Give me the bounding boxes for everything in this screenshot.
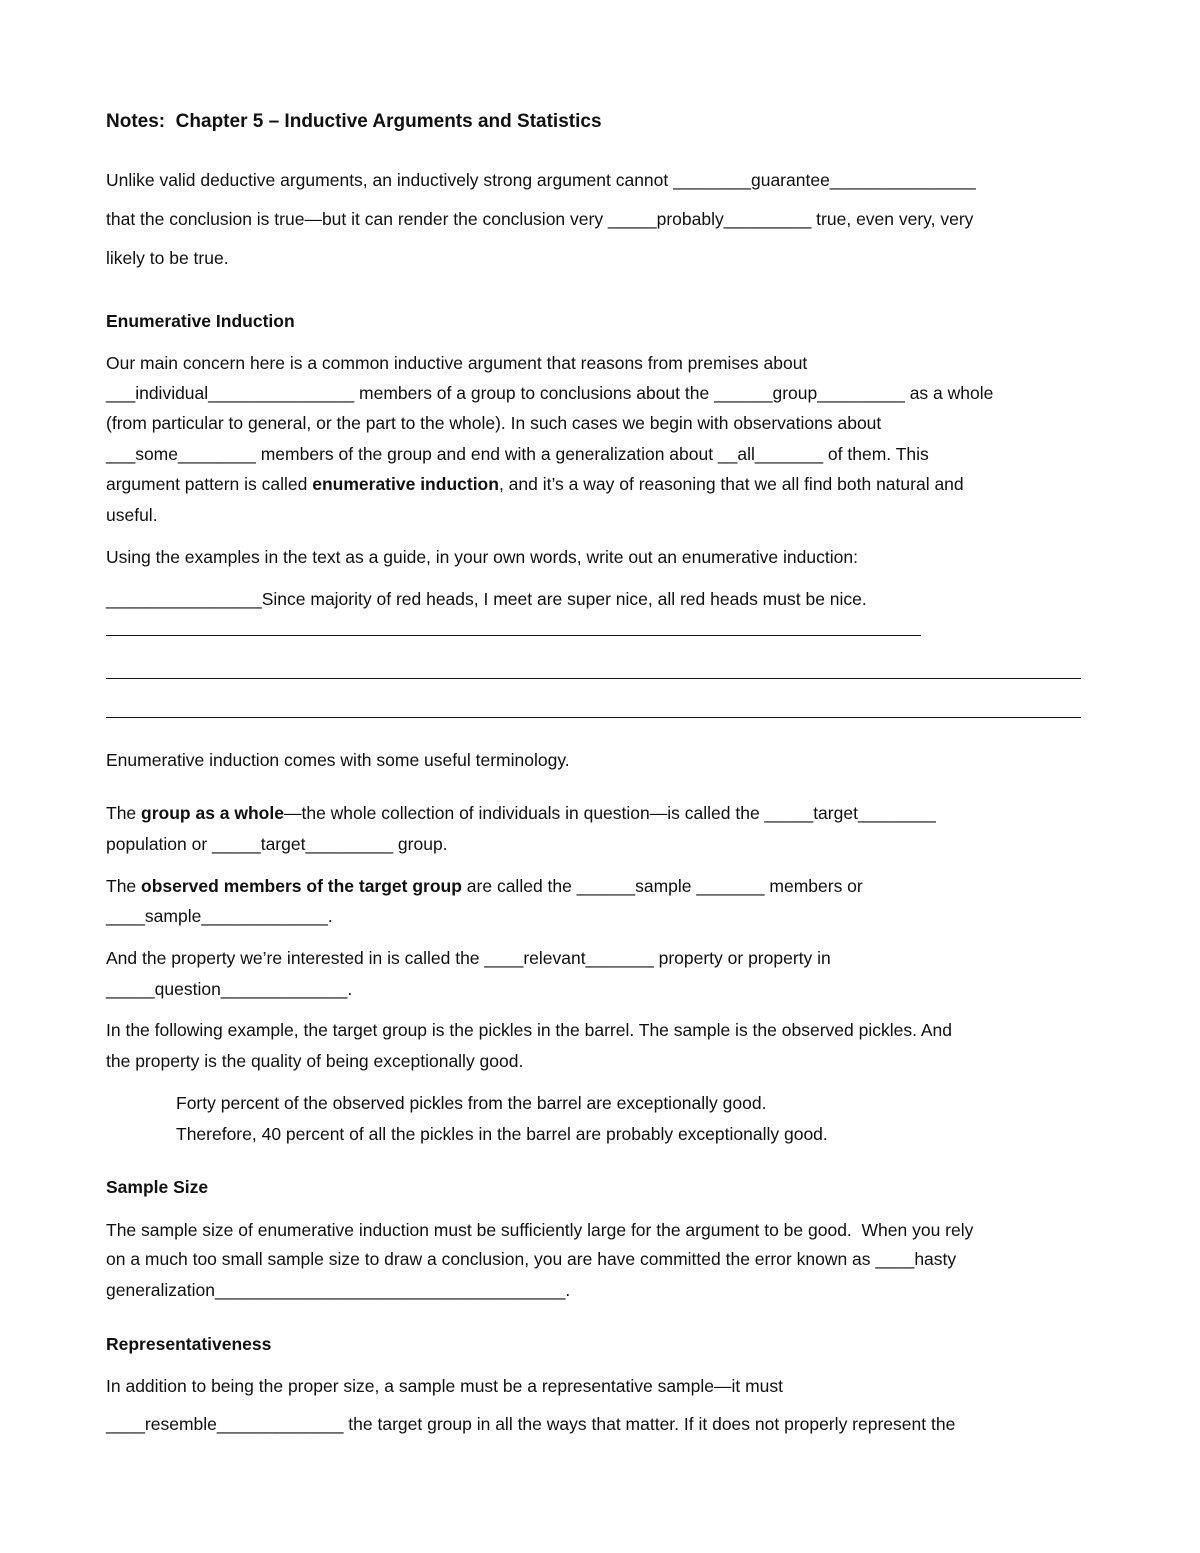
terminology-text: are called the ______sample _______ members or: [461, 876, 863, 896]
terminology-text: The: [106, 876, 142, 896]
answer-blank-line-3: [106, 717, 1081, 718]
intro-line-3: likely to be true.: [106, 248, 229, 268]
answer-blank-line-1: [106, 635, 921, 636]
exercise-prompt: Using the examples in the text as a guide, in your own words, write out an enumerative induction:: [106, 547, 858, 567]
intro-line-2: that the conclusion is true—but it can render the conclusion very _____probably_________ true, even very, very: [106, 209, 974, 229]
example-conclusion: Therefore, 40 percent of all the pickles in the barrel are probably exceptionally good.: [176, 1124, 828, 1144]
example-line-2: the property is the quality of being exceptionally good.: [106, 1051, 524, 1071]
term-enumerative-induction: enumerative induction: [312, 474, 499, 494]
page-title: Notes: Chapter 5 – Inductive Arguments and Statistics: [106, 111, 602, 132]
terminology-line-6: _____question_____________.: [106, 979, 353, 999]
section-heading-sample-size: Sample Size: [106, 1177, 209, 1197]
enumerative-line-5: [106, 476, 964, 494]
enumerative-line-6: useful.: [106, 505, 158, 525]
terminology-line-3: [106, 878, 863, 896]
sample-size-line-3: generalization____________________________________.: [106, 1280, 571, 1300]
term-observed-members: observed members of the target group: [141, 876, 462, 896]
enumerative-line-3: (from particular to general, or the part to the whole). In such cases we begin with observations about: [106, 413, 882, 433]
terminology-intro: Enumerative induction comes with some useful terminology.: [106, 750, 570, 770]
answer-blank-line-2: [106, 678, 1081, 679]
terminology-line-4: ____sample_____________.: [106, 906, 333, 926]
example-premise: Forty percent of the observed pickles from the barrel are exceptionally good.: [176, 1093, 767, 1113]
exercise-answer: ________________Since majority of red heads, I meet are super nice, all red heads must be nice.: [106, 589, 867, 609]
enumerative-line-2: ___individual_______________ members of a group to conclusions about the ______group_________ as a whole: [106, 383, 994, 403]
enumerative-text: , and it’s a way of reasoning that we all find both natural and: [498, 474, 964, 494]
representativeness-line-1: In addition to being the proper size, a sample must be a representative sample—it must: [106, 1376, 784, 1396]
terminology-text: The: [106, 803, 142, 823]
terminology-line-5: And the property we’re interested in is called the ____relevant_______ property or property in: [106, 948, 831, 968]
section-heading-representativeness: Representativeness: [106, 1334, 272, 1354]
enumerative-line-4: ___some________ members of the group and end with a generalization about __all_______ of them. This: [106, 444, 929, 464]
enumerative-text: argument pattern is called: [106, 474, 313, 494]
example-line-1: In the following example, the target group is the pickles in the barrel. The sample is the observed pickles. And: [106, 1020, 952, 1040]
terminology-text: —the whole collection of individuals in question—is called the _____target________: [283, 803, 936, 823]
intro-line-1: Unlike valid deductive arguments, an inductively strong argument cannot ________guarantee_______________: [106, 170, 976, 190]
term-group-as-whole: group as a whole: [141, 803, 284, 823]
section-heading-enumerative: Enumerative Induction: [106, 311, 295, 331]
sample-size-line-1: The sample size of enumerative induction must be sufficiently large for the argument to be good. When you rely: [106, 1220, 974, 1240]
terminology-line-2: population or _____target_________ group.: [106, 834, 448, 854]
enumerative-line-1: Our main concern here is a common inductive argument that reasons from premises about: [106, 353, 808, 373]
representativeness-line-2: ____resemble_____________ the target group in all the ways that matter. If it does not properly represent the: [106, 1414, 956, 1434]
sample-size-line-2: on a much too small sample size to draw a conclusion, you are have committed the error known as ____hasty: [106, 1249, 957, 1269]
terminology-line-1: [106, 805, 936, 823]
